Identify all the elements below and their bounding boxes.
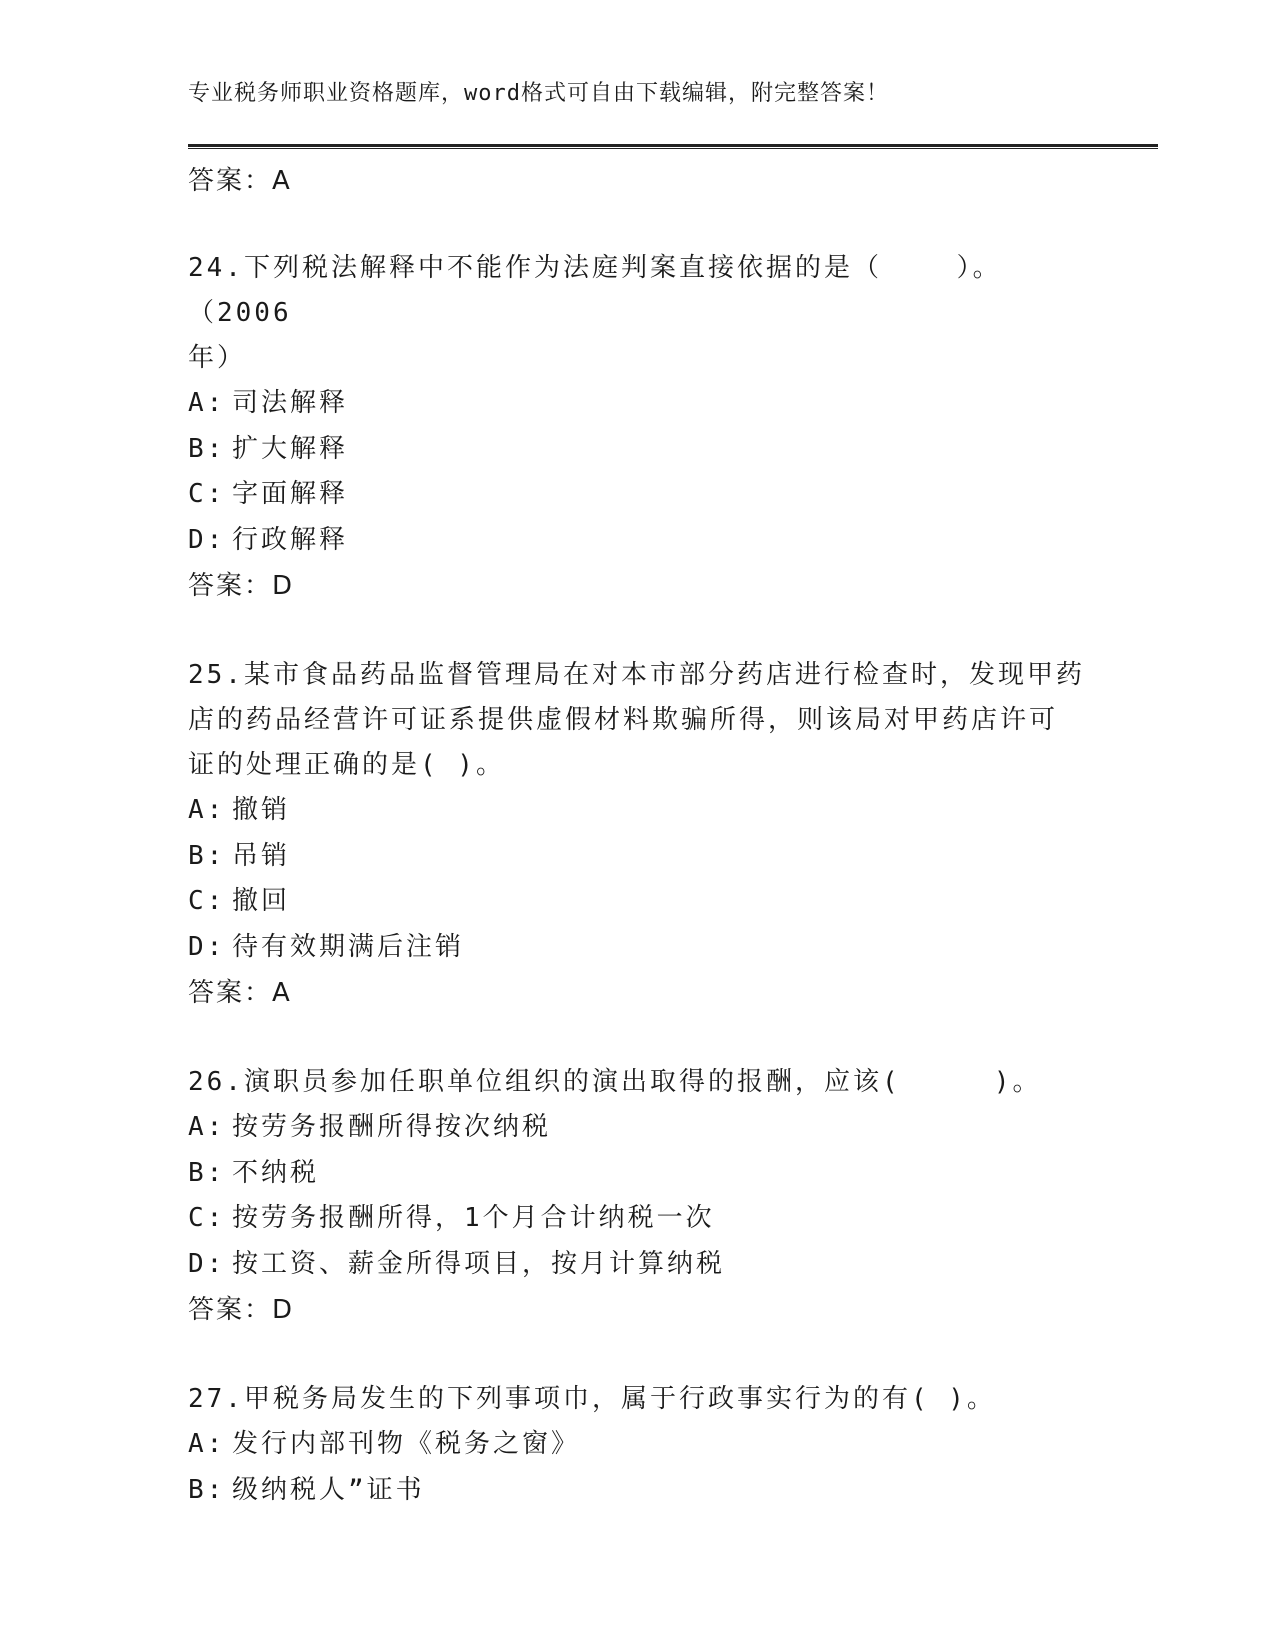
option-a (188, 1422, 1088, 1468)
option-c (188, 1196, 1088, 1242)
answer-line: 答案：D (188, 571, 295, 601)
option-a (188, 381, 1088, 427)
option-d (188, 925, 1088, 971)
option-b (188, 1151, 1088, 1197)
option-key: C: (188, 479, 226, 509)
option-text: 行政解释 (232, 524, 349, 555)
page-header-text: 专业税务师职业资格题库，word格式可自由下载编辑，附完整答案！ (188, 81, 889, 106)
question-text-line: 证的处理正确的是( )。 (188, 750, 505, 780)
option-key: A: (188, 388, 226, 418)
option-text: 按工资、薪金所得项目，按月计算纳税 (232, 1248, 726, 1279)
question-text-line: 24.下列税法解释中不能作为法庭判案直接依据的是（ ）。（2006 (188, 253, 1002, 328)
option-text: 按劳务报酬所得按次纳税 (232, 1112, 552, 1142)
option-a (188, 1105, 1088, 1151)
option-key: C: (188, 886, 226, 916)
answer-line: 答案：A (188, 978, 292, 1008)
option-key: D: (188, 524, 226, 555)
question-block (188, 1377, 1088, 1513)
option-key: A: (188, 1112, 226, 1142)
question-text-line: 26.演职员参加任职单位组织的演出取得的报酬，应该( )。 (188, 1067, 1042, 1097)
option-text: 级纳税人”证书 (232, 1474, 425, 1505)
option-key: B: (188, 1157, 226, 1188)
option-text: 撤销 (232, 795, 291, 825)
option-key: B: (188, 433, 226, 464)
option-text: 按劳务报酬所得，1个月合计纳税一次 (232, 1203, 715, 1233)
option-key: C: (188, 1203, 226, 1233)
question-block (188, 653, 1088, 1016)
option-d (188, 1242, 1088, 1288)
question-block (188, 1060, 1088, 1333)
option-text: 发行内部刊物《税务之窗》 (232, 1429, 581, 1459)
answer-line: 答案：D (188, 1295, 295, 1325)
previous-answer: 答案：A (188, 166, 292, 196)
option-text: 吊销 (232, 840, 291, 871)
option-text: 字面解释 (232, 479, 349, 509)
question-text-line: 25.某市食品药品监督管理局在对本市部分药店进行检查时，发现甲药 (188, 660, 1085, 690)
option-key: D: (188, 1248, 226, 1279)
option-a (188, 788, 1088, 834)
option-text: 不纳税 (232, 1157, 320, 1188)
header-divider (188, 144, 1158, 149)
option-text: 撤回 (232, 886, 291, 916)
option-key: B: (188, 1474, 226, 1505)
option-key: B: (188, 840, 226, 871)
option-b (188, 1468, 1088, 1514)
option-text: 司法解释 (232, 388, 349, 418)
question-text-line: 店的药品经营许可证系提供虚假材料欺骗所得，则该局对甲药店许可 (188, 705, 1059, 735)
option-c (188, 472, 1088, 518)
option-d (188, 518, 1088, 564)
option-b (188, 834, 1088, 880)
question-block (188, 246, 1088, 609)
option-key: A: (188, 1429, 226, 1459)
option-b (188, 427, 1088, 473)
option-c (188, 879, 1088, 925)
option-key: D: (188, 931, 226, 962)
option-key: A: (188, 795, 226, 825)
option-text: 扩大解释 (232, 433, 349, 464)
option-text: 待有效期满后注销 (232, 931, 465, 962)
question-text-line: 27.甲税务局发生的下列事项巾，属于行政事实行为的有( )。 (188, 1384, 996, 1414)
question-text-line: 年） (188, 343, 247, 373)
document-body (188, 160, 1088, 1513)
